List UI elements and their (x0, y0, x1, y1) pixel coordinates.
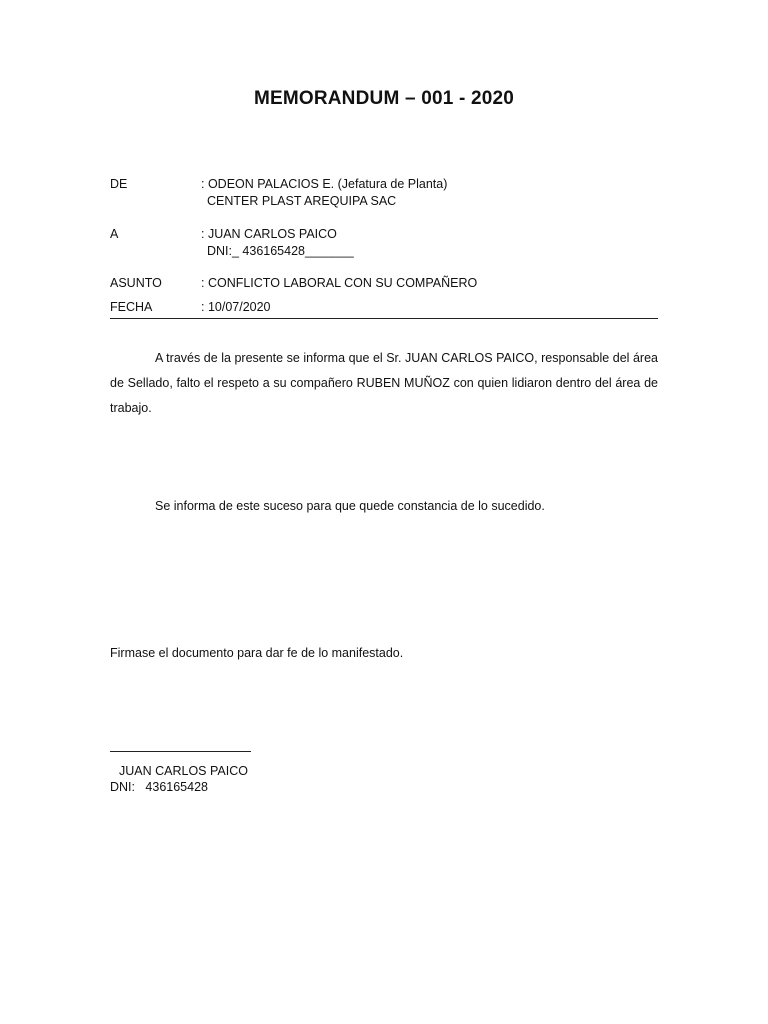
field-asunto (110, 275, 658, 292)
field-fecha-label: FECHA (110, 300, 153, 314)
field-de (110, 176, 658, 210)
field-a-label: A (110, 227, 119, 241)
signature-line (110, 751, 251, 752)
body-paragraph-1: A través de la presente se informa que el Sr. JUAN CARLOS PAICO, responsable del área de Sellado, falto el respeto a su compañero RUBEN MUÑOZ con quien lidiaron dentro del área de trabajo. (110, 351, 658, 415)
body-paragraph-2: Se informa de este suceso para que quede constancia de lo sucedido. (155, 499, 545, 513)
field-a-value: : JUAN CARLOS PAICO (201, 227, 337, 241)
field-de-label: DE (110, 177, 128, 191)
field-de-value: : ODEON PALACIOS E. (Jefatura de Planta) (201, 177, 448, 191)
header-divider (110, 318, 658, 319)
field-asunto-label: ASUNTO (110, 276, 162, 290)
field-fecha-value: : 10/07/2020 (201, 300, 271, 314)
signature-name: JUAN CARLOS PAICO (119, 764, 248, 778)
field-fecha (110, 299, 658, 316)
body-paragraph-3: Firmase el documento para dar fe de lo manifestado. (110, 646, 404, 660)
field-asunto-value: : CONFLICTO LABORAL CON SU COMPAÑERO (201, 276, 478, 290)
field-de-company: CENTER PLAST AREQUIPA SAC (207, 194, 397, 208)
field-a (110, 226, 658, 260)
field-a-dni: DNI:_ 436165428_______ (207, 244, 354, 258)
signature-dni: DNI: 436165428 (110, 780, 208, 794)
memo-title: MEMORANDUM – 001 - 2020 (253, 88, 515, 109)
